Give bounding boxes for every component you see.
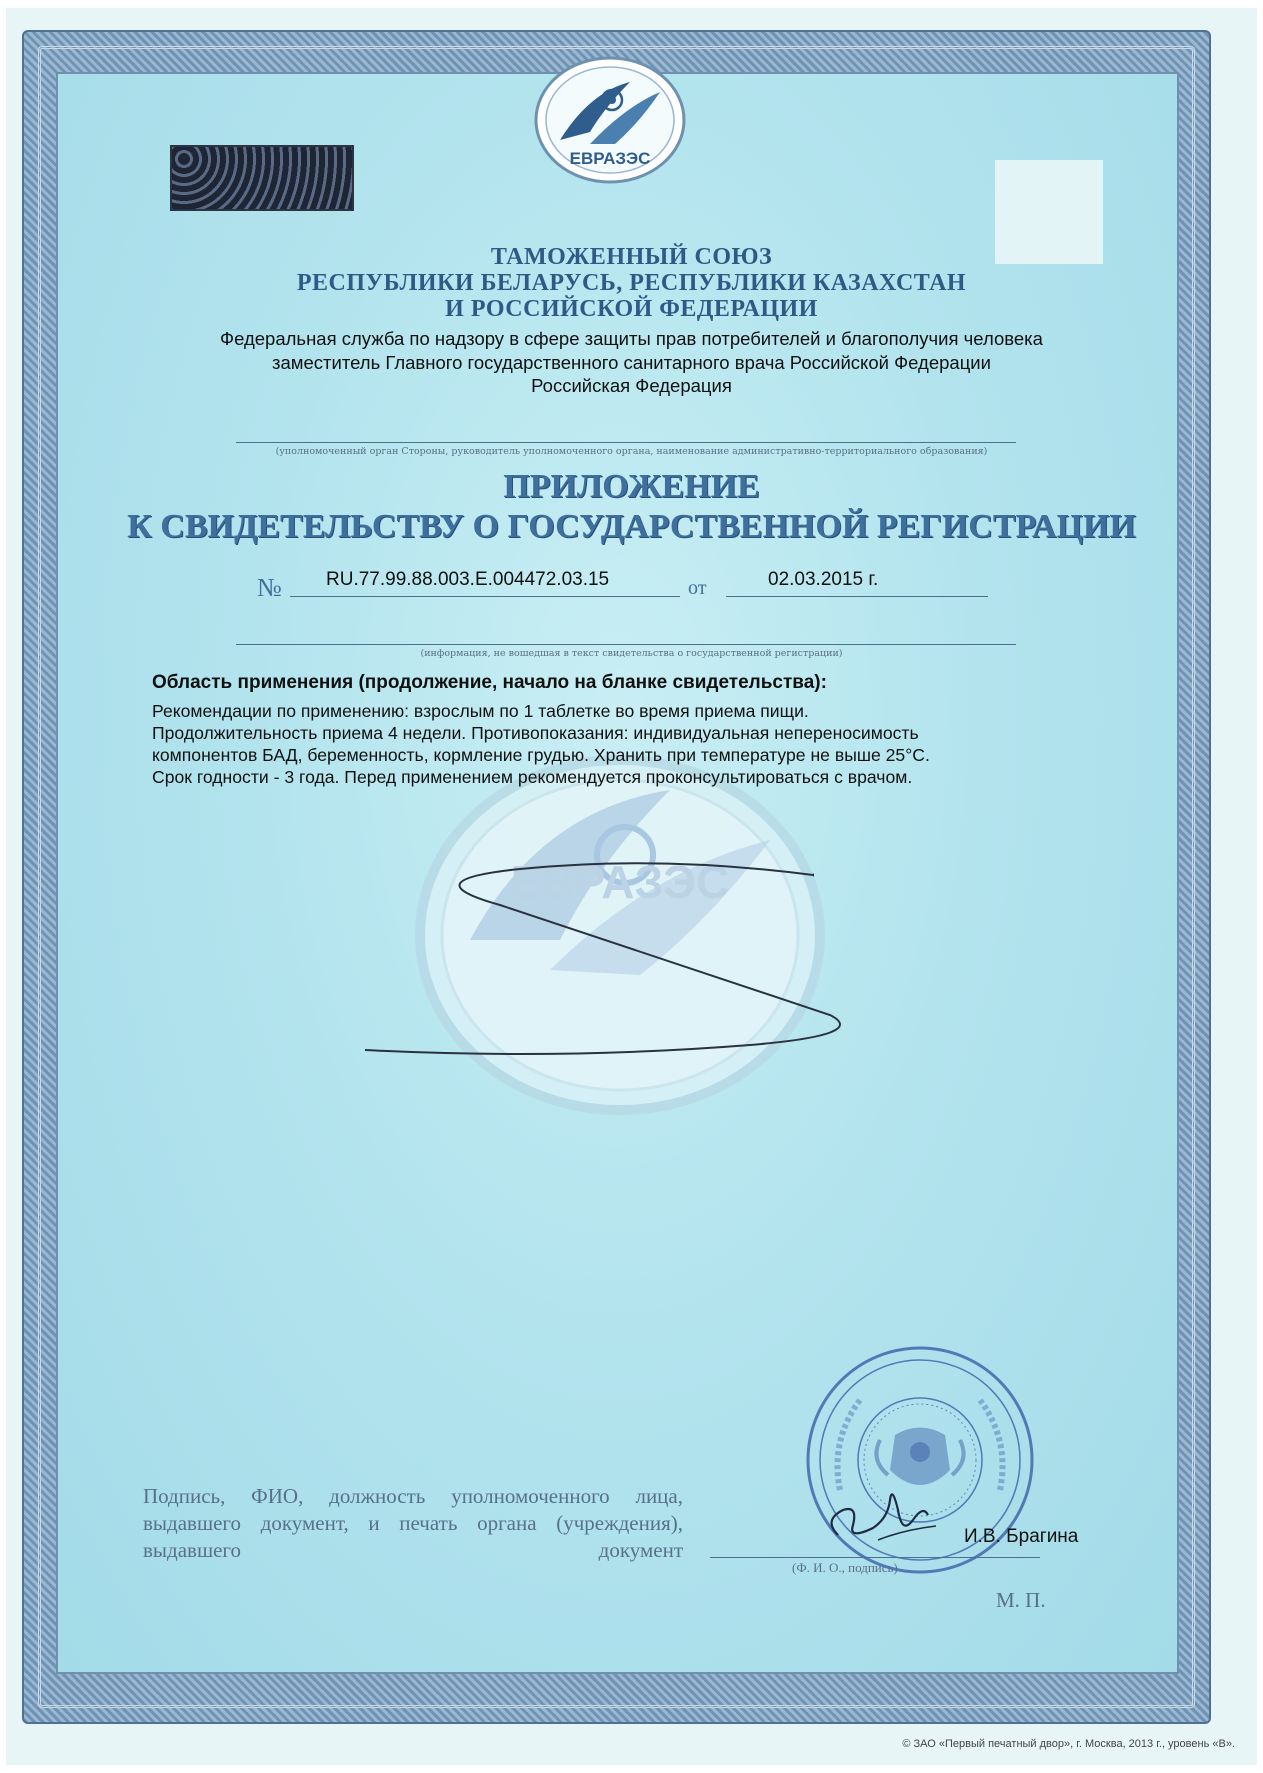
eurasec-emblem bbox=[530, 52, 690, 192]
void-stroke bbox=[360, 855, 880, 1065]
hologram-strip bbox=[170, 145, 354, 211]
content-heading: Область применения (продолжение, начало на бланке свидетельства): bbox=[152, 672, 827, 693]
authority-line-2: заместитель Главного государственного санитарного врача Российской Федерации bbox=[272, 352, 991, 373]
authority-caption: (уполномоченный орган Стороны, руководитель уполномоченного органа, наименование административно-территориального образования) bbox=[275, 446, 988, 457]
authority-underline bbox=[236, 442, 1016, 443]
signature-block-label: Подпись, ФИО, должность уполномоченного лица, выдавшего документ, и печать органа (учреждения), выдавшего документ bbox=[143, 1484, 683, 1562]
signer-caption: (Ф. И. О., подпись) bbox=[792, 1560, 898, 1575]
header-line-1: ТАМОЖЕННЫЙ СОЮЗ bbox=[490, 244, 773, 270]
authority-line-3: Российская Федерация bbox=[531, 375, 732, 396]
content-line: компонентов БАД, беременность, кормление грудью. Хранить при температуре не выше 25°С. bbox=[152, 745, 930, 765]
handwritten-signature bbox=[818, 1480, 948, 1555]
document-title: ПРИЛОЖЕНИЕ bbox=[503, 468, 760, 505]
authority-line-1: Федеральная служба по надзору в сфере защиты прав потребителей и благополучия человека bbox=[220, 328, 1043, 349]
registration-number: RU.77.99.88.003.E.004472.03.15 bbox=[326, 569, 610, 590]
document-subtitle: К СВИДЕТЕЛЬСТВУ О ГОСУДАРСТВЕННОЙ РЕГИСТРАЦИИ bbox=[127, 508, 1136, 545]
number-label: № bbox=[257, 573, 282, 602]
number-underline bbox=[290, 596, 680, 597]
printer-imprint: © ЗАО «Первый печатный двор», г. Москва, 2013 г., уровень «В». bbox=[902, 1738, 1235, 1750]
signer-underline bbox=[710, 1557, 1040, 1558]
info-caption: (информация, не вошедшая в текст свидетельства о государственной регистрации) bbox=[420, 648, 843, 659]
registration-row bbox=[0, 563, 1263, 602]
watermark-label: ЕВРАЗЭС bbox=[510, 856, 730, 908]
seal-mark: М. П. bbox=[996, 1588, 1046, 1612]
header-line-2: РЕСПУБЛИКИ БЕЛАРУСЬ, РЕСПУБЛИКИ КАЗАХСТАН bbox=[296, 270, 967, 296]
info-underline bbox=[236, 644, 1016, 645]
header-line-3: И РОССИЙСКОЙ ФЕДЕРАЦИИ bbox=[445, 296, 818, 322]
date-label: от bbox=[688, 577, 707, 599]
content-line: Продолжительность приема 4 недели. Противопоказания: индивидуальная непереносимость bbox=[152, 723, 919, 743]
date-underline bbox=[726, 596, 988, 597]
content-line: Срок годности - 3 года. Перед применением рекомендуется проконсультироваться с врачом. bbox=[152, 767, 913, 787]
signer-name: И.В. Брагина bbox=[964, 1526, 1079, 1547]
emblem-label: ЕВРАЗЭС bbox=[569, 149, 651, 168]
content-line: Рекомендации по применению: взрослым по 1 таблетке во время приема пищи. bbox=[152, 701, 809, 721]
registration-date: 02.03.2015 г. bbox=[768, 569, 879, 590]
